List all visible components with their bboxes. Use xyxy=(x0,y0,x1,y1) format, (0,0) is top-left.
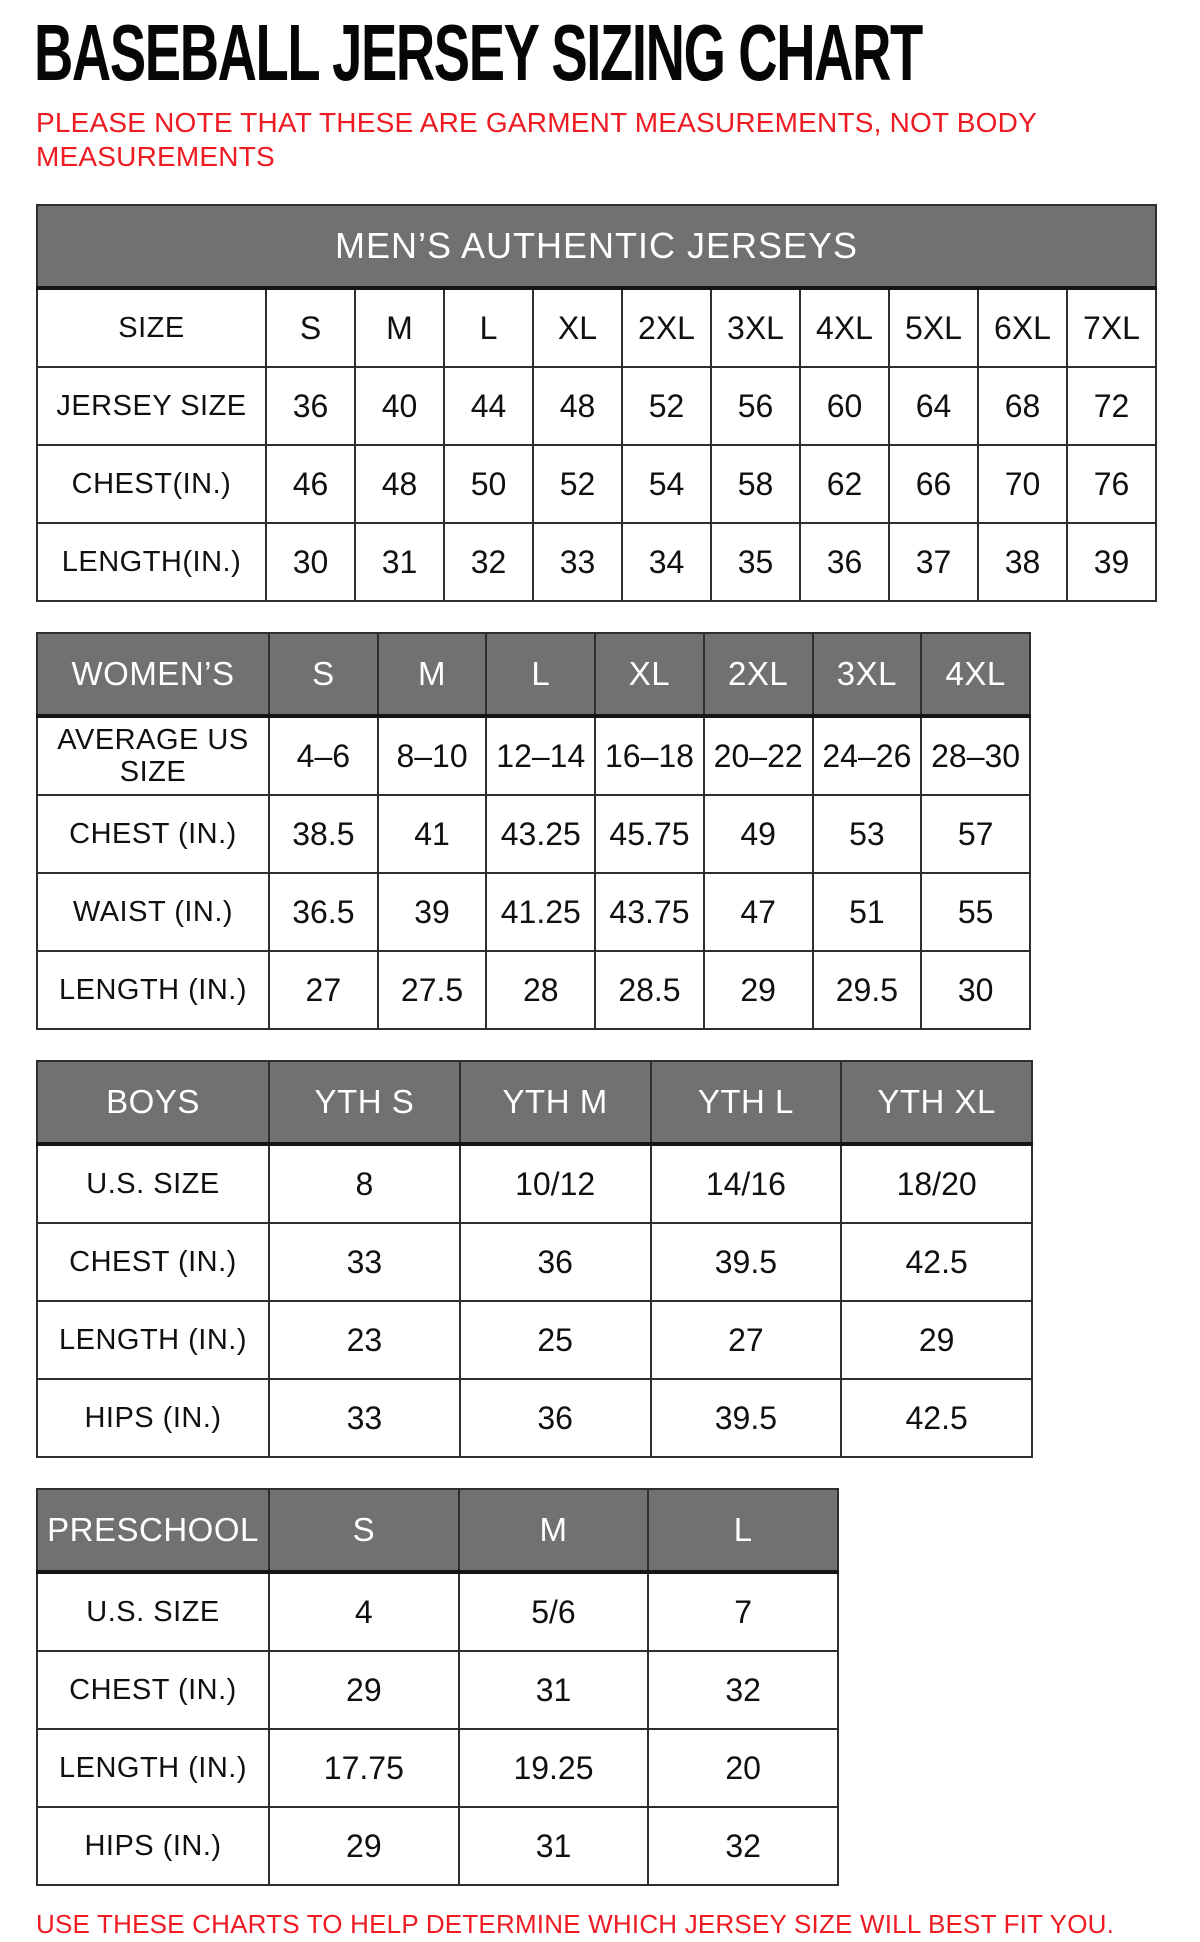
size-value-cell: 25 xyxy=(460,1301,651,1379)
page-title: BASEBALL JERSEY SIZING CHART xyxy=(34,8,922,97)
size-value-cell: 14/16 xyxy=(651,1144,842,1223)
mens-table-title: MEN’S AUTHENTIC JERSEYS xyxy=(37,205,1156,288)
size-value-cell: 17.75 xyxy=(269,1729,459,1807)
size-value-cell: 32 xyxy=(648,1807,838,1885)
size-value-cell: 12–14 xyxy=(486,716,595,795)
size-value-cell: 7 xyxy=(648,1572,838,1651)
row-label: LENGTH(IN.) xyxy=(37,523,266,601)
table-row xyxy=(37,1144,1032,1223)
size-value-cell: 8 xyxy=(269,1144,460,1223)
table-row xyxy=(37,367,1156,445)
size-value-cell: 39.5 xyxy=(651,1379,842,1457)
table-header-row xyxy=(37,1061,1032,1144)
row-label: SIZE xyxy=(37,288,266,367)
size-value-cell: 40 xyxy=(355,367,444,445)
size-value-cell: 33 xyxy=(269,1223,460,1301)
size-value-cell: 70 xyxy=(978,445,1067,523)
size-value-cell: 3XL xyxy=(711,288,800,367)
table-row xyxy=(37,1651,838,1729)
size-column-header: 4XL xyxy=(921,633,1030,716)
size-value-cell: 19.25 xyxy=(459,1729,649,1807)
size-value-cell: 43.25 xyxy=(486,795,595,873)
size-value-cell: 2XL xyxy=(622,288,711,367)
size-value-cell: 36.5 xyxy=(269,873,378,951)
row-label: LENGTH (IN.) xyxy=(37,1301,269,1379)
row-label: AVERAGE US SIZE xyxy=(37,716,269,795)
size-value-cell: 34 xyxy=(622,523,711,601)
row-label: HIPS (IN.) xyxy=(37,1379,269,1457)
table-header-label: WOMEN’S xyxy=(37,633,269,716)
size-value-cell: 32 xyxy=(444,523,533,601)
size-value-cell: 39.5 xyxy=(651,1223,842,1301)
size-value-cell: XL xyxy=(533,288,622,367)
row-label: WAIST (IN.) xyxy=(37,873,269,951)
size-value-cell: 43.75 xyxy=(595,873,704,951)
size-column-header: L xyxy=(486,633,595,716)
size-value-cell: 48 xyxy=(355,445,444,523)
size-value-cell: 39 xyxy=(378,873,487,951)
size-value-cell: 38 xyxy=(978,523,1067,601)
size-value-cell: 36 xyxy=(266,367,355,445)
size-value-cell: 56 xyxy=(711,367,800,445)
table-row xyxy=(37,1807,838,1885)
size-value-cell: 64 xyxy=(889,367,978,445)
size-value-cell: S xyxy=(266,288,355,367)
size-value-cell: 37 xyxy=(889,523,978,601)
size-column-header: L xyxy=(648,1489,838,1572)
size-value-cell: 52 xyxy=(533,445,622,523)
size-value-cell: 54 xyxy=(622,445,711,523)
table-row xyxy=(37,795,1030,873)
size-value-cell: 36 xyxy=(460,1223,651,1301)
size-column-header: S xyxy=(269,1489,459,1572)
size-value-cell: 24–26 xyxy=(813,716,922,795)
size-value-cell: 58 xyxy=(711,445,800,523)
size-value-cell: 8–10 xyxy=(378,716,487,795)
size-column-header: YTH L xyxy=(651,1061,842,1144)
size-value-cell: 76 xyxy=(1067,445,1156,523)
table-row xyxy=(37,1223,1032,1301)
size-value-cell: 53 xyxy=(813,795,922,873)
table-header-row xyxy=(37,1489,838,1572)
size-value-cell: 7XL xyxy=(1067,288,1156,367)
size-value-cell: 30 xyxy=(921,951,1030,1029)
fit-advice-note: USE THESE CHARTS TO HELP DETERMINE WHICH JERSEY SIZE WILL BEST FIT YOU. xyxy=(36,1909,1115,1939)
size-value-cell: 20 xyxy=(648,1729,838,1807)
size-value-cell: 42.5 xyxy=(841,1379,1032,1457)
size-column-header: YTH M xyxy=(460,1061,651,1144)
size-value-cell: 36 xyxy=(460,1379,651,1457)
size-value-cell: 62 xyxy=(800,445,889,523)
row-label: LENGTH (IN.) xyxy=(37,951,269,1029)
size-value-cell: 29 xyxy=(269,1651,459,1729)
womens-sizing-table xyxy=(36,632,1031,1030)
size-value-cell: L xyxy=(444,288,533,367)
size-value-cell: 20–22 xyxy=(704,716,813,795)
row-label: LENGTH (IN.) xyxy=(37,1729,269,1807)
size-value-cell: 39 xyxy=(1067,523,1156,601)
size-value-cell: 28.5 xyxy=(595,951,704,1029)
row-label: CHEST (IN.) xyxy=(37,1223,269,1301)
size-column-header: YTH S xyxy=(269,1061,460,1144)
size-column-header: M xyxy=(378,633,487,716)
size-value-cell: 29 xyxy=(704,951,813,1029)
table-row xyxy=(37,1379,1032,1457)
size-value-cell: 33 xyxy=(533,523,622,601)
size-value-cell: 49 xyxy=(704,795,813,873)
size-column-header: YTH XL xyxy=(841,1061,1032,1144)
size-value-cell: 66 xyxy=(889,445,978,523)
row-label: U.S. SIZE xyxy=(37,1144,269,1223)
table-row xyxy=(37,951,1030,1029)
garment-measurement-note: PLEASE NOTE THAT THESE ARE GARMENT MEASUREMENTS, NOT BODY MEASUREMENTS xyxy=(36,107,1037,172)
size-value-cell: 10/12 xyxy=(460,1144,651,1223)
row-label: JERSEY SIZE xyxy=(37,367,266,445)
row-label: U.S. SIZE xyxy=(37,1572,269,1651)
size-value-cell: 35 xyxy=(711,523,800,601)
size-value-cell: 29.5 xyxy=(813,951,922,1029)
table-row xyxy=(37,1729,838,1807)
size-value-cell: 52 xyxy=(622,367,711,445)
boys-sizing-table xyxy=(36,1060,1033,1458)
size-value-cell: 68 xyxy=(978,367,1067,445)
size-value-cell: 33 xyxy=(269,1379,460,1457)
size-column-header: M xyxy=(459,1489,649,1572)
size-value-cell: 5XL xyxy=(889,288,978,367)
table-row xyxy=(37,1301,1032,1379)
size-value-cell: 51 xyxy=(813,873,922,951)
table-header-label: BOYS xyxy=(37,1061,269,1144)
size-value-cell: 4 xyxy=(269,1572,459,1651)
size-value-cell: 4–6 xyxy=(269,716,378,795)
size-value-cell: 31 xyxy=(459,1651,649,1729)
table-row xyxy=(37,445,1156,523)
size-value-cell: 44 xyxy=(444,367,533,445)
size-column-header: S xyxy=(269,633,378,716)
size-value-cell: 28 xyxy=(486,951,595,1029)
size-value-cell: 16–18 xyxy=(595,716,704,795)
size-value-cell: 27 xyxy=(269,951,378,1029)
table-row xyxy=(37,523,1156,601)
row-label: CHEST(IN.) xyxy=(37,445,266,523)
size-value-cell: 41 xyxy=(378,795,487,873)
table-header-label: PRESCHOOL xyxy=(37,1489,269,1572)
size-value-cell: 42.5 xyxy=(841,1223,1032,1301)
row-label: HIPS (IN.) xyxy=(37,1807,269,1885)
size-value-cell: 47 xyxy=(704,873,813,951)
size-value-cell: 5/6 xyxy=(459,1572,649,1651)
table-header-row xyxy=(37,633,1030,716)
size-value-cell: 48 xyxy=(533,367,622,445)
size-value-cell: 6XL xyxy=(978,288,1067,367)
size-value-cell: 23 xyxy=(269,1301,460,1379)
size-column-header: XL xyxy=(595,633,704,716)
size-column-header: 3XL xyxy=(813,633,922,716)
table-title-row xyxy=(37,205,1156,288)
size-value-cell: 45.75 xyxy=(595,795,704,873)
size-value-cell: 30 xyxy=(266,523,355,601)
size-value-cell: 18/20 xyxy=(841,1144,1032,1223)
size-value-cell: 31 xyxy=(355,523,444,601)
preschool-sizing-table xyxy=(36,1488,839,1886)
size-value-cell: 29 xyxy=(269,1807,459,1885)
size-value-cell: 27.5 xyxy=(378,951,487,1029)
size-value-cell: 57 xyxy=(921,795,1030,873)
size-value-cell: 28–30 xyxy=(921,716,1030,795)
size-value-cell: 72 xyxy=(1067,367,1156,445)
size-value-cell: 32 xyxy=(648,1651,838,1729)
size-value-cell: 46 xyxy=(266,445,355,523)
row-label: CHEST (IN.) xyxy=(37,795,269,873)
size-value-cell: 38.5 xyxy=(269,795,378,873)
size-column-header: 2XL xyxy=(704,633,813,716)
size-value-cell: M xyxy=(355,288,444,367)
table-row xyxy=(37,1572,838,1651)
table-row xyxy=(37,873,1030,951)
size-value-cell: 36 xyxy=(800,523,889,601)
size-value-cell: 29 xyxy=(841,1301,1032,1379)
table-row xyxy=(37,716,1030,795)
size-value-cell: 4XL xyxy=(800,288,889,367)
size-value-cell: 60 xyxy=(800,367,889,445)
size-value-cell: 50 xyxy=(444,445,533,523)
row-label: CHEST (IN.) xyxy=(37,1651,269,1729)
size-value-cell: 27 xyxy=(651,1301,842,1379)
size-value-cell: 31 xyxy=(459,1807,649,1885)
table-row xyxy=(37,288,1156,367)
size-value-cell: 41.25 xyxy=(486,873,595,951)
mens-sizing-table xyxy=(36,204,1157,602)
size-value-cell: 55 xyxy=(921,873,1030,951)
